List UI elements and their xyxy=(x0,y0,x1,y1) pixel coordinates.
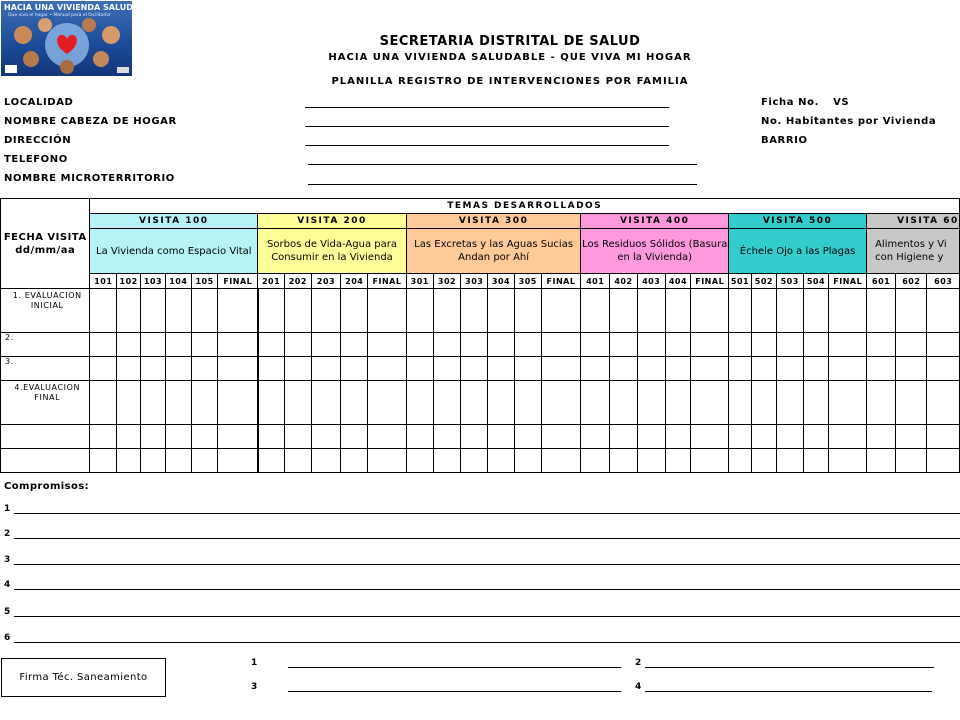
tema-100: La Vivienda como Espacio Vital xyxy=(90,229,258,274)
compromiso-number: 5 xyxy=(4,607,11,617)
compromiso-number: 1 xyxy=(4,504,11,514)
ficha-label-text: Ficha No. xyxy=(761,97,819,108)
row-label: 1. EVALUACION INICIAL xyxy=(1,289,90,333)
col-303: 303 xyxy=(461,274,488,289)
tema-400: Los Residuos Sólidos (Basura en la Vivienda) xyxy=(581,229,729,274)
col-404: 404 xyxy=(665,274,691,289)
firma-number: 1 xyxy=(251,658,258,668)
col-302: 302 xyxy=(433,274,461,289)
firma-line[interactable] xyxy=(288,667,621,668)
label-localidad: LOCALIDAD xyxy=(4,97,74,108)
col-500-final: FINAL xyxy=(829,274,867,289)
col-202: 202 xyxy=(284,274,311,289)
col-300-final: FINAL xyxy=(541,274,581,289)
col-203: 203 xyxy=(311,274,341,289)
label-microterritorio: NOMBRE MICROTERRITORIO xyxy=(4,173,175,184)
visita-400-header: VISITA 400 xyxy=(581,214,729,229)
table-row xyxy=(1,357,960,381)
col-304: 304 xyxy=(488,274,515,289)
compromiso-number: 4 xyxy=(4,580,11,590)
table-row xyxy=(1,333,960,357)
logo-subtitle: Que viva el hogar • Manual para el facilitador xyxy=(8,13,111,18)
col-503: 503 xyxy=(776,274,803,289)
col-400-final: FINAL xyxy=(691,274,729,289)
compromiso-line[interactable] xyxy=(14,564,960,565)
compromisos-label: Compromisos: xyxy=(4,481,90,492)
registro-table xyxy=(0,198,960,473)
col-504: 504 xyxy=(803,274,829,289)
col-301: 301 xyxy=(406,274,433,289)
col-305: 305 xyxy=(514,274,541,289)
compromiso-line[interactable] xyxy=(14,589,960,590)
compromiso-number: 2 xyxy=(4,529,11,539)
col-603: 603 xyxy=(927,274,960,289)
label-direccion: DIRECCIÓN xyxy=(4,135,72,146)
visita-300-header: VISITA 300 xyxy=(406,214,581,229)
col-502: 502 xyxy=(751,274,776,289)
table-row xyxy=(1,289,960,333)
compromiso-line[interactable] xyxy=(14,616,960,617)
tema-200: Sorbos de Vida-Agua para Consumir en la Vivienda xyxy=(258,229,407,274)
subvisit-number-row xyxy=(1,274,960,289)
tema-500: Échele Ojo a las Plagas xyxy=(729,229,867,274)
label-habitantes: No. Habitantes por Vivienda xyxy=(761,116,937,127)
table-row xyxy=(1,381,960,425)
logo-illustration xyxy=(1,1,132,76)
visita-100-header: VISITA 100 xyxy=(90,214,258,229)
firma-number: 3 xyxy=(251,682,258,692)
tema-300: Las Excretas y las Aguas Sucias Andan por Ahí xyxy=(406,229,581,274)
row-label xyxy=(1,425,90,449)
col-501: 501 xyxy=(729,274,752,289)
col-204: 204 xyxy=(341,274,368,289)
col-103: 103 xyxy=(141,274,166,289)
logo-title: HACIA UNA VIVIENDA SALUDABLE xyxy=(4,3,156,12)
col-601: 601 xyxy=(867,274,896,289)
visita-200-header: VISITA 200 xyxy=(258,214,407,229)
field-localidad[interactable] xyxy=(305,107,669,108)
col-100-final: FINAL xyxy=(218,274,258,289)
compromiso-line[interactable] xyxy=(14,642,960,643)
firma-line[interactable] xyxy=(288,691,621,692)
col-401: 401 xyxy=(581,274,610,289)
compromiso-number: 3 xyxy=(4,555,11,565)
firma-number: 2 xyxy=(635,658,642,668)
visita-500-header: VISITA 500 xyxy=(729,214,867,229)
firma-line[interactable] xyxy=(645,667,934,668)
field-direccion[interactable] xyxy=(305,145,669,146)
col-105: 105 xyxy=(191,274,218,289)
compromiso-number: 6 xyxy=(4,633,11,643)
col-102: 102 xyxy=(117,274,141,289)
label-ficha xyxy=(761,97,849,108)
ficha-value: VS xyxy=(833,97,850,108)
compromiso-line[interactable] xyxy=(14,538,960,539)
label-barrio: BARRIO xyxy=(761,135,808,146)
row-label: 2. xyxy=(1,333,90,357)
tema-600: Alimentos y Vi con Higiene y xyxy=(867,229,960,274)
col-104: 104 xyxy=(165,274,191,289)
label-cabeza-hogar: NOMBRE CABEZA DE HOGAR xyxy=(4,116,177,127)
compromiso-line[interactable] xyxy=(14,513,960,514)
fecha-visita-header: FECHA VISITA dd/mm/aa xyxy=(1,199,90,289)
firma-line[interactable] xyxy=(645,691,932,692)
col-403: 403 xyxy=(637,274,665,289)
table-row xyxy=(1,449,960,473)
col-602: 602 xyxy=(896,274,927,289)
col-201: 201 xyxy=(258,274,285,289)
firma-tecnico-box: Firma Téc. Saneamiento xyxy=(1,658,166,697)
col-200-final: FINAL xyxy=(368,274,407,289)
logo xyxy=(1,1,156,76)
table-row xyxy=(1,425,960,449)
row-label: 3. xyxy=(1,357,90,381)
field-telefono[interactable] xyxy=(308,164,697,165)
page-subtitle: HACIA UNA VIVIENDA SALUDABLE - QUE VIVA MI HOGAR xyxy=(328,52,692,63)
row-label: 4.EVALUACION FINAL xyxy=(1,381,90,425)
firma-number: 4 xyxy=(635,682,642,692)
page-title: SECRETARIA DISTRITAL DE SALUD xyxy=(379,34,641,49)
field-microterritorio[interactable] xyxy=(308,184,697,185)
col-101: 101 xyxy=(90,274,117,289)
field-cabeza-hogar[interactable] xyxy=(305,126,669,127)
label-telefono: TELEFONO xyxy=(4,154,68,165)
row-label xyxy=(1,449,90,473)
temas-header: TEMAS DESARROLLADOS xyxy=(90,199,960,214)
visita-600-header: VISITA 60 xyxy=(867,214,960,229)
col-402: 402 xyxy=(610,274,638,289)
form-title: PLANILLA REGISTRO DE INTERVENCIONES POR FAMILIA xyxy=(331,76,689,87)
